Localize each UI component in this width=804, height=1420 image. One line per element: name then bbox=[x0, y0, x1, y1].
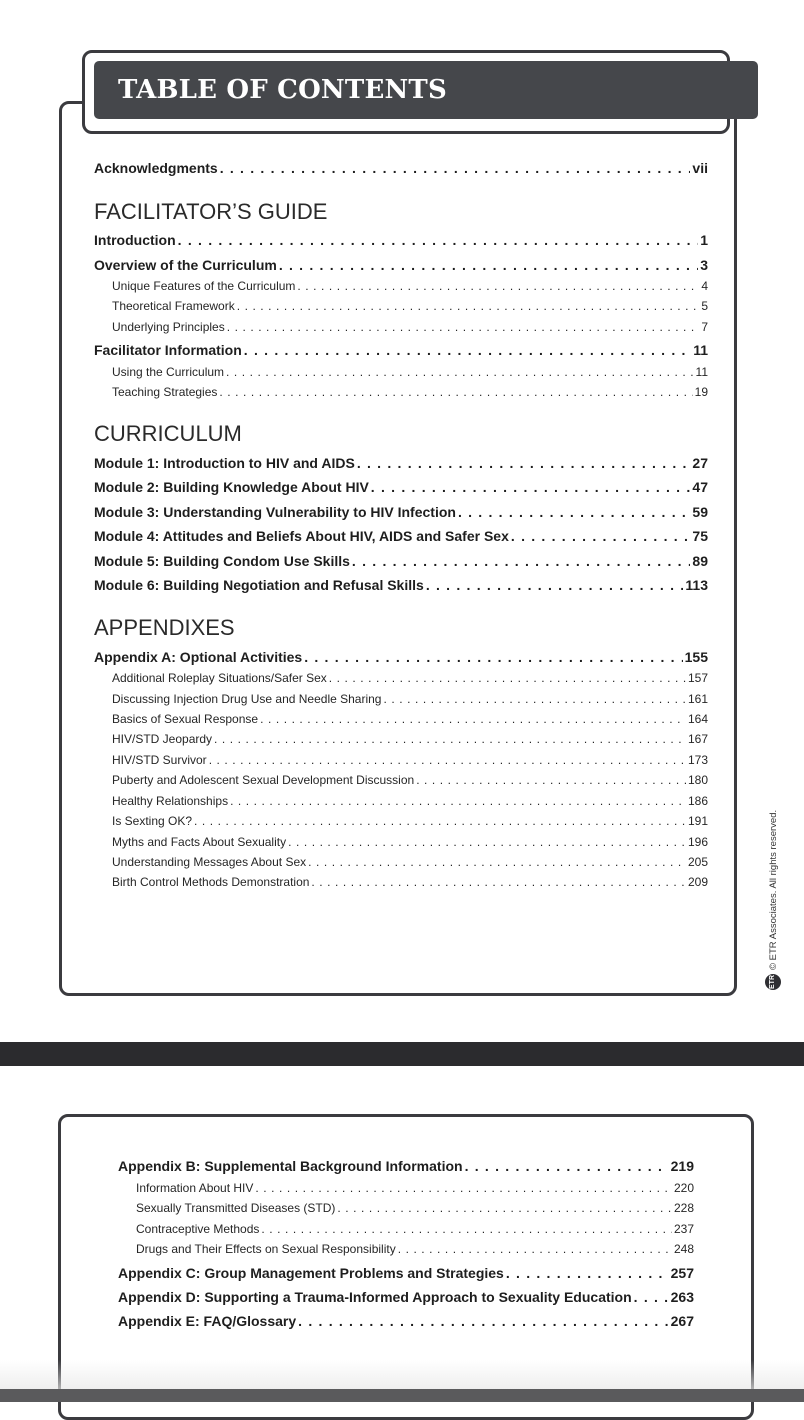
next-page-edge bbox=[0, 1389, 804, 1402]
toc-entry-page: 75 bbox=[692, 528, 708, 544]
toc-entry-label: Information About HIV bbox=[136, 1181, 254, 1195]
toc-entry-facilitator-information[interactable] bbox=[94, 342, 708, 360]
toc-subentry[interactable] bbox=[136, 1201, 694, 1217]
dot-leader bbox=[426, 577, 684, 593]
toc-entry-label: Module 2: Building Knowledge About HIV bbox=[94, 479, 369, 495]
toc-entry-page: 173 bbox=[687, 753, 708, 767]
section-heading-facilitators-guide: FACILITATOR’S GUIDE bbox=[94, 199, 328, 224]
dot-leader bbox=[220, 160, 691, 176]
dot-leader bbox=[337, 1201, 672, 1215]
toc-entry-label: Myths and Facts About Sexuality bbox=[112, 835, 287, 849]
toc-entry-appendix-b[interactable] bbox=[118, 1158, 694, 1176]
toc-entry-label: Overview of the Curriculum bbox=[94, 257, 277, 273]
toc-subentry[interactable] bbox=[112, 794, 708, 810]
toc-entry-page: 5 bbox=[701, 299, 708, 313]
toc-entry-page: 47 bbox=[692, 479, 708, 495]
toc-subentry[interactable] bbox=[112, 299, 708, 315]
dot-leader bbox=[226, 365, 693, 379]
toc-subentry[interactable] bbox=[112, 732, 708, 748]
toc-entry-appendix-a[interactable] bbox=[94, 649, 708, 667]
toc-subentry[interactable] bbox=[112, 855, 708, 871]
toc-entry-page: 167 bbox=[687, 732, 708, 746]
toc-entry-page: 219 bbox=[670, 1158, 694, 1174]
toc-entry-introduction[interactable] bbox=[94, 232, 708, 250]
dot-leader bbox=[458, 504, 690, 520]
etr-logo-icon: ETR bbox=[765, 974, 781, 990]
toc-subentry[interactable] bbox=[112, 814, 708, 830]
dot-leader bbox=[465, 1158, 669, 1174]
dot-leader bbox=[227, 320, 700, 334]
toc-entry-label: Drugs and Their Effects on Sexual Responsibility bbox=[136, 1242, 396, 1256]
section-heading-appendixes: APPENDIXES bbox=[94, 615, 235, 640]
toc-entry-label: Appendix B: Supplemental Background Information bbox=[118, 1158, 463, 1174]
toc-entry-label: Appendix D: Supporting a Trauma-Informed Approach to Sexuality Education bbox=[118, 1289, 632, 1305]
toc-entry-page: 3 bbox=[700, 257, 708, 273]
toc-entry-appendix-e[interactable] bbox=[118, 1313, 694, 1331]
toc-entry-page: 267 bbox=[670, 1313, 694, 1329]
toc-subentry[interactable] bbox=[112, 875, 708, 891]
dot-leader bbox=[261, 1222, 672, 1236]
dot-leader bbox=[237, 299, 700, 313]
toc-entry-label: Introduction bbox=[94, 232, 176, 248]
dot-leader bbox=[371, 479, 691, 495]
toc-entry-page: 155 bbox=[684, 649, 708, 665]
dot-leader bbox=[230, 794, 686, 808]
dot-leader bbox=[288, 835, 686, 849]
toc-entry-page: 248 bbox=[673, 1242, 694, 1256]
dot-leader bbox=[298, 1313, 668, 1329]
toc-entry-page: 180 bbox=[687, 773, 708, 787]
toc-entry-label: Basics of Sexual Response bbox=[112, 712, 259, 726]
dot-leader bbox=[511, 528, 691, 544]
toc-entry-label: Appendix C: Group Management Problems and Strategies bbox=[118, 1265, 504, 1281]
toc-entry-module[interactable] bbox=[94, 577, 708, 595]
dot-leader bbox=[357, 455, 691, 471]
toc-entry-label: Module 5: Building Condom Use Skills bbox=[94, 553, 350, 569]
dot-leader bbox=[214, 732, 686, 746]
dot-leader bbox=[308, 855, 686, 869]
toc-subentry[interactable] bbox=[112, 835, 708, 851]
toc-entry-module[interactable] bbox=[94, 479, 708, 497]
toc-entry-label: Birth Control Methods Demonstration bbox=[112, 875, 310, 889]
toc-entry-label: Puberty and Adolescent Sexual Development Discussion bbox=[112, 773, 415, 787]
toc-subentry[interactable] bbox=[112, 671, 708, 687]
toc-entry-label: Module 3: Understanding Vulnerability to HIV Infection bbox=[94, 504, 456, 520]
toc-subentry[interactable] bbox=[112, 279, 708, 295]
toc-entry-page: vii bbox=[692, 160, 708, 176]
toc-entry-acknowledgments[interactable] bbox=[94, 160, 708, 178]
toc-entry-page: 237 bbox=[673, 1222, 694, 1236]
dot-leader bbox=[398, 1242, 672, 1256]
toc-subentry[interactable] bbox=[112, 692, 708, 708]
toc-entry-label: Healthy Relationships bbox=[112, 794, 229, 808]
toc-entry-page: 27 bbox=[692, 455, 708, 471]
dot-leader bbox=[304, 649, 682, 665]
page-title: TABLE OF CONTENTS bbox=[118, 75, 447, 105]
toc-subentry[interactable] bbox=[112, 753, 708, 769]
toc-entry-label: Understanding Messages About Sex bbox=[112, 855, 307, 869]
toc-entry-page: 164 bbox=[687, 712, 708, 726]
toc-entry-page: 7 bbox=[701, 320, 708, 334]
toc-entry-page: 257 bbox=[670, 1265, 694, 1281]
toc-entry-label: Is Sexting OK? bbox=[112, 814, 193, 828]
dot-leader bbox=[383, 692, 685, 706]
toc-entry-page: 19 bbox=[694, 385, 708, 399]
toc-entry-page: 186 bbox=[687, 794, 708, 808]
toc-entry-module[interactable] bbox=[94, 528, 708, 546]
toc-entry-label: HIV/STD Jeopardy bbox=[112, 732, 213, 746]
dot-leader bbox=[194, 814, 686, 828]
toc-subentry[interactable] bbox=[136, 1181, 694, 1197]
toc-entry-label: Module 6: Building Negotiation and Refusal Skills bbox=[94, 577, 424, 593]
toc-entry-page: 11 bbox=[693, 342, 708, 358]
toc-entry-page: 263 bbox=[670, 1289, 694, 1305]
toc-entry-label: Unique Features of the Curriculum bbox=[112, 279, 296, 293]
toc-entry-label: Theoretical Framework bbox=[112, 299, 235, 313]
toc-entry-label: Contraceptive Methods bbox=[136, 1222, 260, 1236]
copyright-notice bbox=[765, 810, 781, 990]
toc-entry-appendix-d[interactable] bbox=[118, 1289, 694, 1307]
toc-entry-module[interactable] bbox=[94, 455, 708, 473]
section-heading-curriculum: CURRICULUM bbox=[94, 421, 242, 446]
toc-entry-page: 1 bbox=[700, 232, 708, 248]
toc-subentry[interactable] bbox=[112, 365, 708, 381]
toc-entry-label: Sexually Transmitted Diseases (STD) bbox=[136, 1201, 336, 1215]
dot-leader bbox=[329, 671, 686, 685]
toc-subentry[interactable] bbox=[112, 320, 708, 336]
toc-entry-label: Module 4: Attitudes and Beliefs About HIV, AIDS and Safer Sex bbox=[94, 528, 509, 544]
toc-entry-label: Appendix E: FAQ/Glossary bbox=[118, 1313, 297, 1329]
toc-entry-label: Facilitator Information bbox=[94, 342, 242, 358]
dot-leader bbox=[244, 342, 691, 358]
toc-entry-page: 4 bbox=[701, 279, 708, 293]
toc-entry-label: Using the Curriculum bbox=[112, 365, 225, 379]
toc-entry-page: 161 bbox=[687, 692, 708, 706]
toc-subentry[interactable] bbox=[112, 773, 708, 789]
toc-subentry[interactable] bbox=[112, 385, 708, 401]
toc-entry-label: Teaching Strategies bbox=[112, 385, 218, 399]
toc-entry-page: 228 bbox=[673, 1201, 694, 1215]
toc-entry-page: 209 bbox=[687, 875, 708, 889]
dot-leader bbox=[255, 1181, 672, 1195]
toc-subentry[interactable] bbox=[112, 712, 708, 728]
dot-leader bbox=[279, 257, 698, 273]
toc-entry-label: Discussing Injection Drug Use and Needle Sharing bbox=[112, 692, 382, 706]
toc-entry-page: 89 bbox=[692, 553, 708, 569]
dot-leader bbox=[352, 553, 691, 569]
toc-entry-page: 113 bbox=[685, 577, 708, 593]
copyright-text: © ETR Associates. All rights reserved. bbox=[767, 809, 779, 970]
dot-leader bbox=[178, 232, 699, 248]
dot-leader bbox=[416, 773, 686, 787]
dot-leader bbox=[506, 1265, 669, 1281]
page-separator bbox=[0, 1042, 804, 1066]
dot-leader bbox=[209, 753, 686, 767]
toc-entry-label: Additional Roleplay Situations/Safer Sex bbox=[112, 671, 327, 685]
toc-entry-label: Appendix A: Optional Activities bbox=[94, 649, 303, 665]
toc-entry-module[interactable] bbox=[94, 504, 708, 522]
toc-entry-label: Module 1: Introduction to HIV and AIDS bbox=[94, 455, 355, 471]
toc-entry-label: HIV/STD Survivor bbox=[112, 753, 207, 767]
toc-entry-page: 59 bbox=[692, 504, 708, 520]
dot-leader bbox=[297, 279, 699, 293]
toc-entry-overview[interactable] bbox=[94, 257, 708, 275]
toc-entry-page: 157 bbox=[687, 671, 708, 685]
dot-leader bbox=[311, 875, 686, 889]
toc-entry-appendix-c[interactable] bbox=[118, 1265, 694, 1283]
toc-subentry[interactable] bbox=[136, 1222, 694, 1238]
dot-leader bbox=[219, 385, 692, 399]
toc-entry-page: 205 bbox=[687, 855, 708, 869]
toc-entry-module[interactable] bbox=[94, 553, 708, 571]
dot-leader bbox=[634, 1289, 669, 1305]
toc-entry-page: 220 bbox=[673, 1181, 694, 1195]
dot-leader bbox=[260, 712, 686, 726]
toc-entry-label: Underlying Principles bbox=[112, 320, 225, 334]
toc-entry-label: Acknowledgments bbox=[94, 160, 218, 176]
toc-entry-page: 11 bbox=[695, 365, 708, 379]
toc-entry-page: 196 bbox=[687, 835, 708, 849]
toc-subentry[interactable] bbox=[136, 1242, 694, 1258]
toc-entry-page: 191 bbox=[687, 814, 708, 828]
